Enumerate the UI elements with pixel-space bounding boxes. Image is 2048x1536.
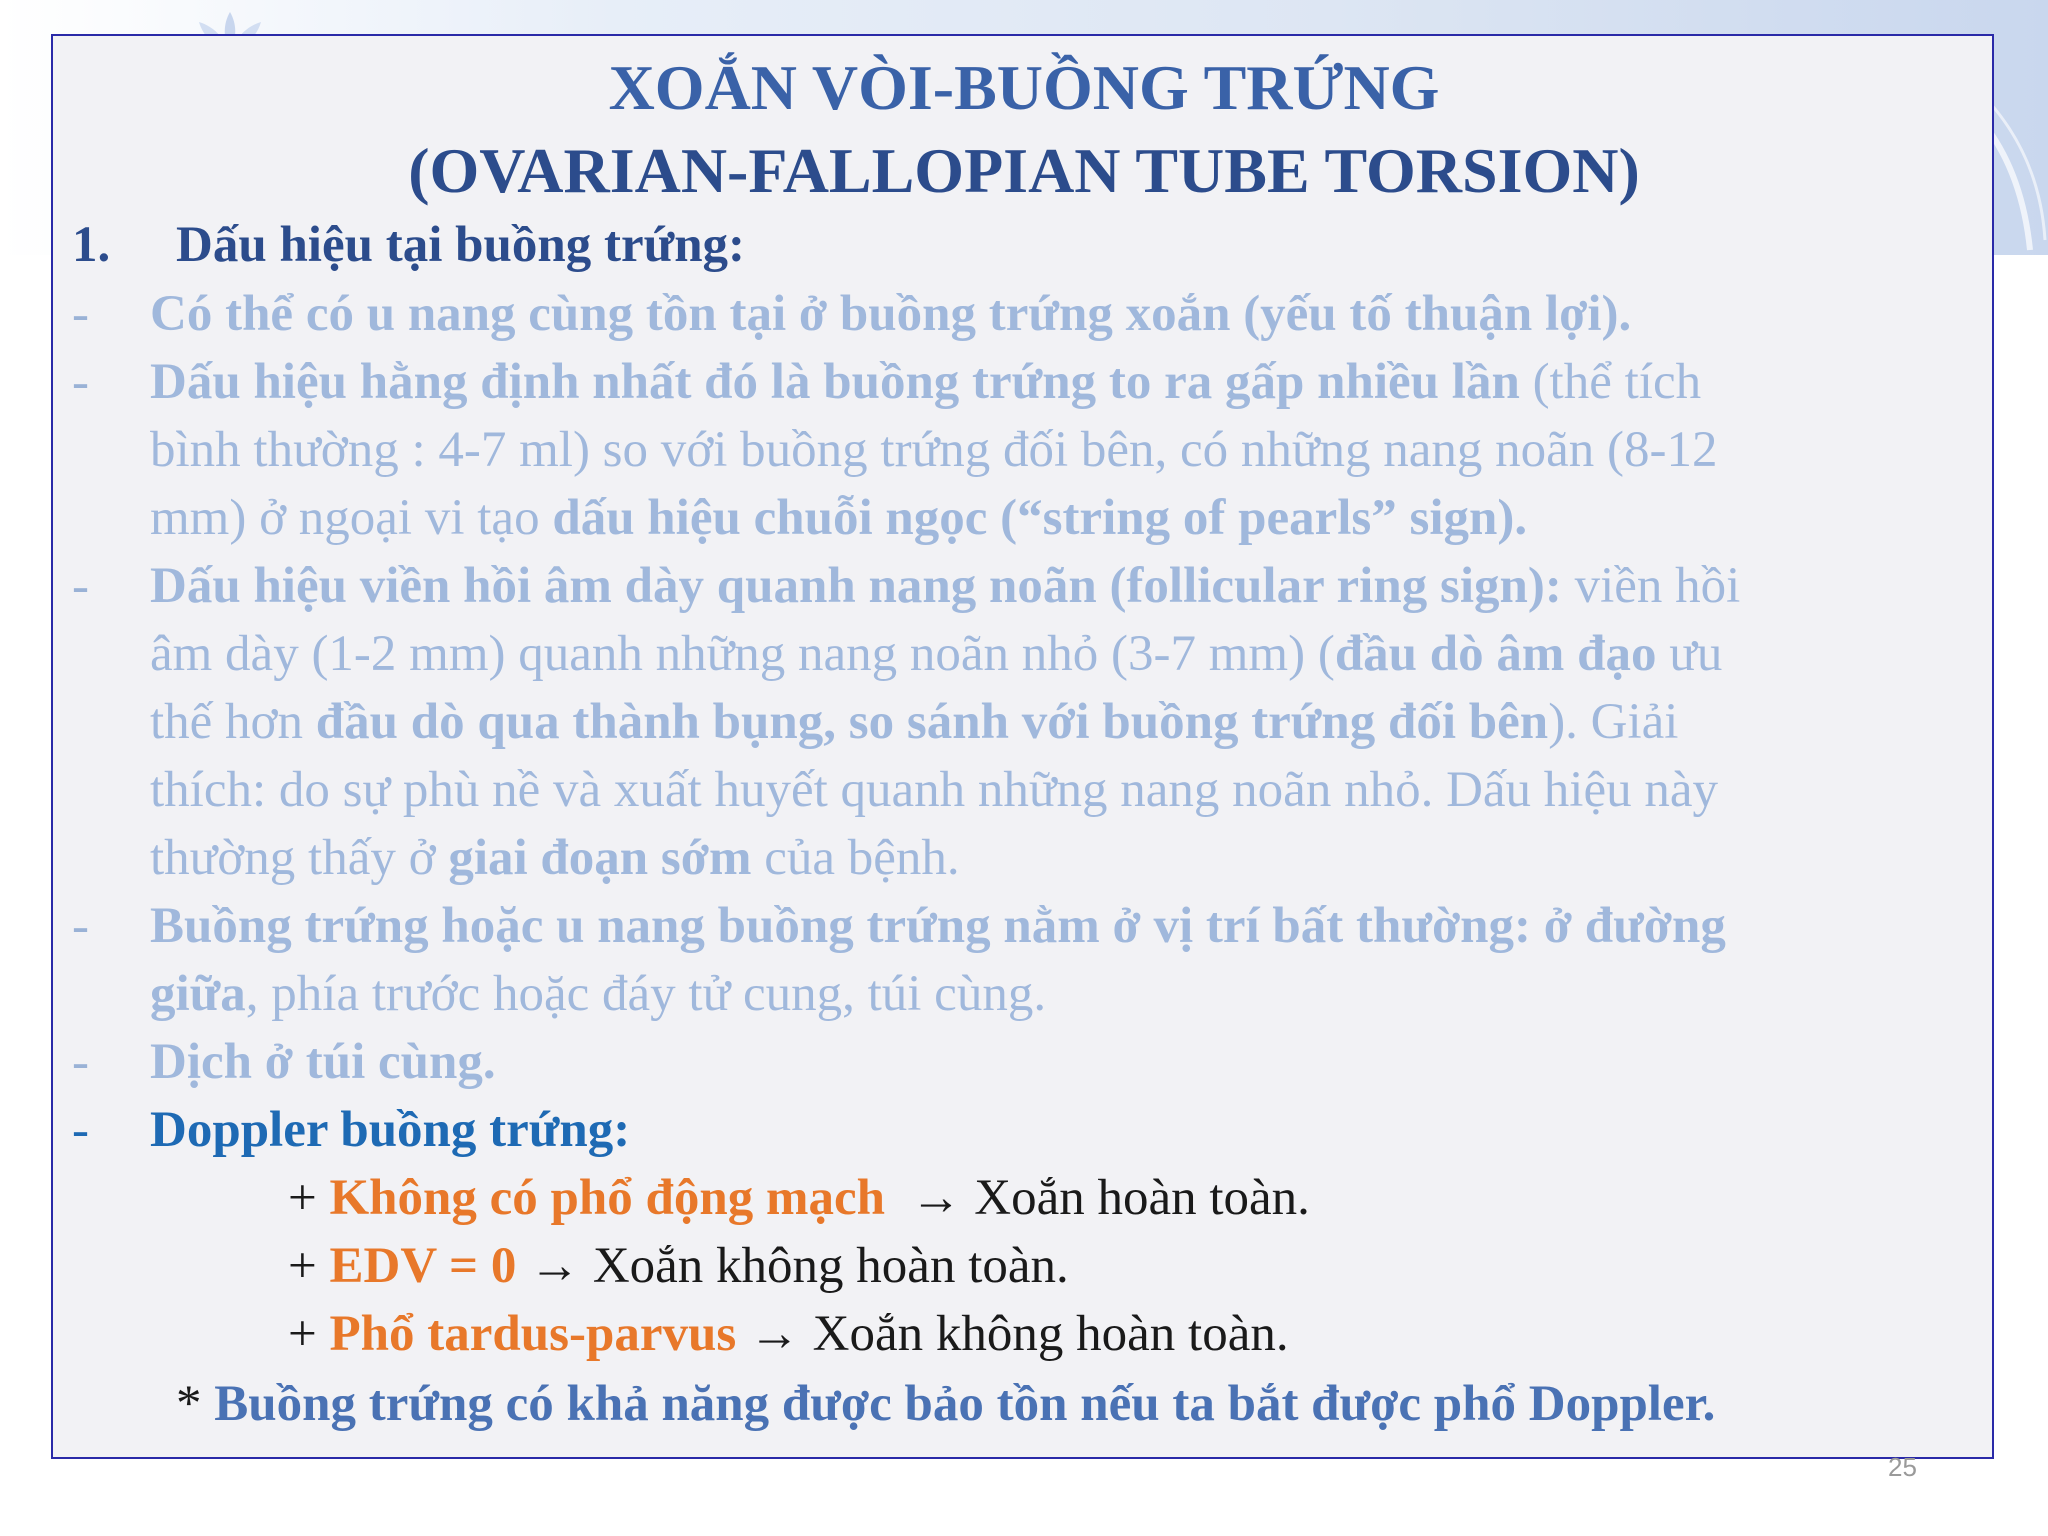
text-span: viền hồi <box>1561 558 1741 614</box>
doppler-item-2 <box>288 1232 1069 1300</box>
plus-sign: + <box>288 1170 330 1226</box>
section-number: 1. <box>72 217 111 273</box>
section-heading: Dấu hiệu tại buồng trứng: <box>176 217 746 273</box>
bullet-follicular-ring-line4: thích: do sự phù nề và xuất huyết quanh những nang noãn nhỏ. Dấu hiệu này <box>150 762 1718 818</box>
text-span: mm) ở ngoại vi tạo <box>150 490 553 546</box>
bullet-follicular-ring-line5 <box>150 824 960 892</box>
doppler-result: Xoắn hoàn toàn. <box>974 1170 1310 1226</box>
text-span: , phía trước hoặc đáy tử cung, túi cùng. <box>245 966 1047 1022</box>
bullet-follicular-ring-line2 <box>150 620 1722 688</box>
string-of-pearls-sign: dấu hiệu chuỗi ngọc (“string of pearls” sign). <box>552 490 1528 546</box>
doppler-term: EDV = 0 <box>329 1238 517 1294</box>
bullet-dash: - <box>72 354 89 410</box>
arrow-icon: → <box>736 1306 813 1362</box>
bullet-enlarged-ovary <box>150 348 1701 416</box>
slide-title-vietnamese: XOẮN VÒI-BUỒNG TRỨNG <box>608 52 1440 123</box>
bullet-dash: - <box>72 286 89 342</box>
doppler-term: Không có phổ động mạch <box>329 1170 885 1226</box>
text-span: của bệnh. <box>751 830 960 886</box>
bullet-enlarged-ovary-line3 <box>150 484 1527 552</box>
bullet-cyst-coexist: Có thể có u nang cùng tồn tại ở buồng trứng xoắn (yếu tố thuận lợi). <box>150 286 1632 342</box>
bullet-abnormal-position-line2 <box>150 960 1046 1028</box>
midline-bold: giữa <box>150 966 246 1022</box>
text-span: thường thấy ở <box>150 830 449 886</box>
asterisk: * <box>176 1376 215 1432</box>
doppler-item-3 <box>288 1300 1289 1368</box>
early-stage-bold: giai đoạn sớm <box>448 830 752 886</box>
bullet-dash: - <box>72 558 89 614</box>
preservation-note-text: Buồng trứng có khả năng được bảo tồn nếu ta bắt được phổ Doppler. <box>214 1376 1716 1432</box>
doppler-result: Xoắn không hoàn toàn. <box>812 1306 1289 1362</box>
doppler-term: Phổ tardus-parvus <box>329 1306 737 1362</box>
bullet-enlarged-ovary-rest: (thể tích <box>1519 354 1702 410</box>
bullet-dash: - <box>72 1102 89 1158</box>
doppler-result: Xoắn không hoàn toàn. <box>592 1238 1069 1294</box>
bullet-follicular-ring-line3 <box>150 688 1678 756</box>
plus-sign: + <box>288 1238 330 1294</box>
arrow-icon: → <box>516 1238 593 1294</box>
preservation-note <box>176 1370 1715 1438</box>
text-span: âm dày (1-2 mm) quanh những nang noãn nhỏ (3-7 mm) ( <box>150 626 1335 682</box>
bullet-follicular-ring <box>150 552 1740 620</box>
bullet-dash: - <box>72 898 89 954</box>
bullet-enlarged-ovary-bold: Dấu hiệu hằng định nhất đó là buồng trứng to ra gấp nhiều lần <box>150 354 1520 410</box>
text-span: ưu <box>1656 626 1723 682</box>
transvaginal-probe-bold: đầu dò âm đạo <box>1334 626 1657 682</box>
text-span: thế hơn <box>150 694 316 750</box>
arrow-icon: → <box>885 1170 975 1226</box>
bullet-abnormal-position: Buồng trứng hoặc u nang buồng trứng nằm ở vị trí bất thường: ở đường <box>150 898 1726 954</box>
slide-title-english: (OVARIAN-FALLOPIAN TUBE TORSION) <box>408 135 1640 206</box>
bullet-enlarged-ovary-line2: bình thường : 4-7 ml) so với buồng trứng đối bên, có những nang noãn (8-12 <box>150 422 1718 478</box>
plus-sign: + <box>288 1306 330 1362</box>
follicular-ring-sign-bold: Dấu hiệu viền hồi âm dày quanh nang noãn (follicular ring sign): <box>150 558 1562 614</box>
bullet-cul-de-sac-fluid: Dịch ở túi cùng. <box>150 1034 496 1090</box>
slide-page-number: 25 <box>1888 1452 1917 1482</box>
bullet-doppler-heading: Doppler buồng trứng: <box>150 1102 631 1158</box>
transabdominal-probe-bold: đầu dò qua thành bụng, so sánh với buồng trứng đối bên <box>315 694 1549 750</box>
bullet-dash: - <box>72 1034 89 1090</box>
doppler-item-1 <box>288 1164 1310 1232</box>
text-span: ). Giải <box>1548 694 1679 750</box>
